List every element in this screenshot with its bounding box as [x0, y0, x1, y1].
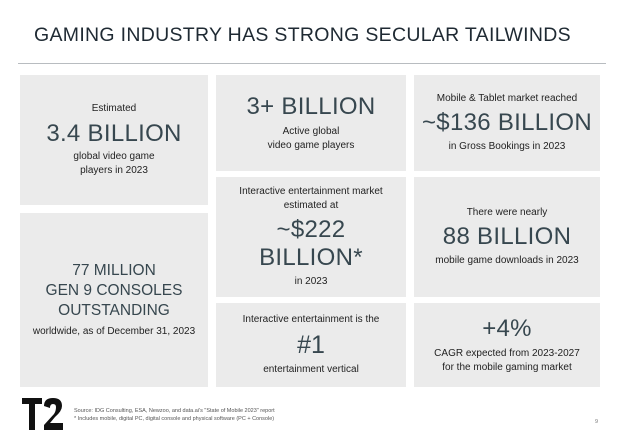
tile-mobile-market [414, 75, 600, 171]
tile-post: in Gross Bookings in 2023 [448, 141, 566, 152]
tile-value: +4% [482, 315, 532, 342]
tile-value-line1: ~$222 [276, 216, 346, 243]
tile-pre1: Interactive entertainment market [239, 186, 383, 197]
tile-value: 3.4 BILLION [46, 120, 182, 147]
tile-value: 88 BILLION [442, 223, 572, 250]
tile-post: entertainment vertical [263, 364, 359, 375]
tile-number-one-vertical [216, 303, 406, 387]
tile-value-line2: GEN 9 CONSOLES [45, 282, 183, 299]
tile-line1: CAGR expected from 2023-2027 [434, 348, 580, 359]
footnote-note: * Includes mobile, digital PC, digital console and physical software (PC + Console) [74, 416, 275, 422]
tile-consoles [20, 213, 208, 387]
title-divider [18, 63, 606, 64]
tile-pre: There were nearly [466, 207, 548, 218]
tile-value: ~$136 BILLION [421, 109, 592, 136]
tile-post: worldwide, as of December 31, 2023 [32, 326, 196, 337]
tile-mobile-cagr [414, 303, 600, 387]
tile-pre: Interactive entertainment is the [242, 314, 380, 325]
tile-mobile-downloads [414, 177, 600, 297]
tile-post: mobile game downloads in 2023 [435, 255, 579, 266]
footnote [74, 407, 275, 423]
tile-pre: Mobile & Tablet market reached [436, 93, 578, 104]
tile-line2: players in 2023 [80, 165, 148, 176]
tile-value-line1: 77 MILLION [72, 262, 156, 279]
tile-pre2: estimated at [283, 200, 339, 211]
page-number: 9 [594, 419, 598, 425]
t2-logo [22, 398, 64, 430]
slide-title: GAMING INDUSTRY HAS STRONG SECULAR TAILWINDS [34, 24, 571, 46]
tile-value: #1 [297, 331, 325, 359]
tile-interactive-market [216, 177, 406, 297]
tile-value-line2: BILLION* [259, 244, 363, 271]
tile-line2: for the mobile gaming market [442, 362, 572, 373]
tile-global-players [20, 75, 208, 205]
tile-line1: global video game [73, 151, 155, 162]
tile-post: in 2023 [294, 276, 328, 287]
tile-value: 3+ BILLION [246, 93, 376, 120]
tile-active-players [216, 75, 406, 171]
tile-value-line3: OUTSTANDING [58, 302, 170, 319]
tile-line2: video game players [267, 140, 355, 151]
tile-line1: Active global [282, 126, 340, 137]
tile-pre: Estimated [91, 103, 137, 114]
footnote-source: Source: IDG Consulting, ESA, Newzoo, and data.ai's "State of Mobile 2023" report [74, 408, 275, 414]
